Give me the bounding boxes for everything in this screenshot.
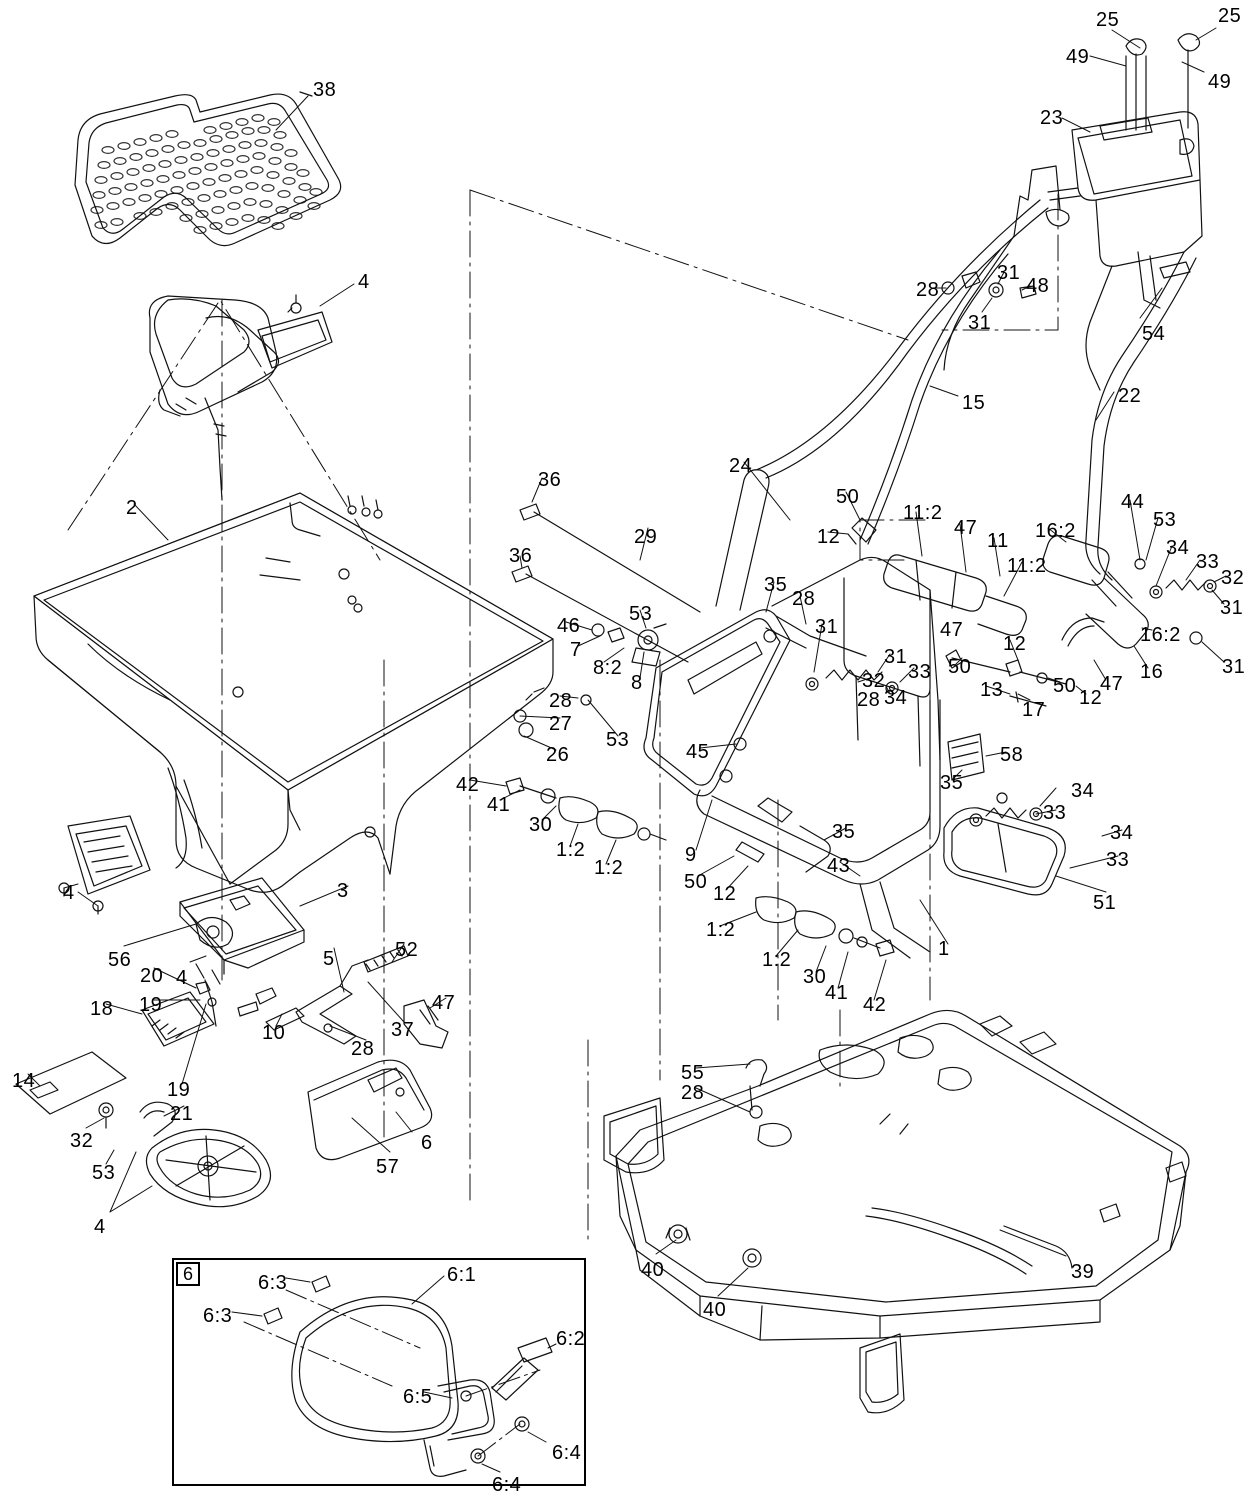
callout-31: 31: [968, 312, 992, 334]
callout-8-2: 8:2: [593, 657, 623, 679]
callout-31: 31: [1222, 656, 1246, 678]
callout-11-2: 11:2: [1007, 555, 1047, 577]
callout-45: 45: [686, 741, 710, 763]
callout-1-2: 1:2: [556, 839, 586, 861]
callout-4: 4: [94, 1216, 106, 1238]
callout-50: 50: [948, 656, 972, 678]
callout-50: 50: [684, 871, 708, 893]
callout-32: 32: [1221, 567, 1245, 589]
callout-6-5: 6:5: [403, 1386, 433, 1408]
callout-34: 34: [884, 687, 908, 709]
callout-1: 1: [938, 938, 950, 960]
callout-13: 13: [980, 679, 1004, 701]
callout-43: 43: [827, 855, 851, 877]
callout-6: 6: [421, 1132, 433, 1154]
callout-28: 28: [681, 1082, 705, 1104]
part-main-frame: [697, 557, 984, 958]
callout-53: 53: [606, 729, 630, 751]
callout-12: 12: [1079, 687, 1103, 709]
callout-42: 42: [863, 994, 887, 1016]
callout-35: 35: [832, 821, 856, 843]
callout-6-1: 6:1: [447, 1264, 477, 1286]
callout-47: 47: [954, 517, 978, 539]
callout-6-2: 6:2: [556, 1328, 586, 1350]
callout-57: 57: [376, 1156, 400, 1178]
callout-23: 23: [1040, 107, 1064, 129]
inset-label-text: 6: [182, 1263, 193, 1284]
callout-16-2: 16:2: [1140, 624, 1181, 646]
callout-8: 8: [631, 672, 643, 694]
callout-49: 49: [1066, 46, 1090, 68]
part-push-rods: [512, 504, 700, 737]
callout-16: 16: [1140, 661, 1164, 683]
callout-44: 44: [1121, 491, 1145, 513]
callout-50: 50: [836, 486, 860, 508]
callout-46: 46: [557, 615, 581, 637]
callout-31: 31: [1220, 597, 1244, 619]
callout-33: 33: [1043, 802, 1067, 824]
callout-53: 53: [629, 603, 653, 625]
part-motor-assembly: [149, 295, 332, 500]
callout-29: 29: [634, 526, 658, 548]
callout-39: 39: [1071, 1261, 1095, 1283]
callout-51: 51: [1093, 892, 1117, 914]
callout-2: 2: [126, 497, 138, 519]
callout-1-2: 1:2: [706, 919, 736, 941]
callout-53: 53: [1153, 509, 1177, 531]
callout-35: 35: [764, 574, 788, 596]
callout-56: 56: [108, 949, 132, 971]
callout-32: 32: [862, 670, 886, 692]
callout-48: 48: [1026, 275, 1050, 297]
callout-54: 54: [1142, 323, 1166, 345]
callout-7: 7: [570, 639, 582, 661]
callout-33: 33: [908, 661, 932, 683]
inset-label: [176, 1262, 200, 1286]
callout-37: 37: [391, 1019, 415, 1041]
callout-35: 35: [940, 772, 964, 794]
callout-30: 30: [803, 966, 827, 988]
callout-22: 22: [1118, 385, 1142, 407]
callout-12: 12: [713, 883, 737, 905]
callout-14: 14: [12, 1070, 36, 1092]
callout-31: 31: [815, 616, 839, 638]
callout-21: 21: [170, 1103, 194, 1125]
callout-34: 34: [1110, 822, 1134, 844]
callout-28: 28: [792, 588, 816, 610]
callout-31: 31: [997, 262, 1021, 284]
callout-28: 28: [351, 1038, 375, 1060]
callout-47: 47: [432, 992, 456, 1014]
callout-32: 32: [70, 1130, 94, 1152]
callout-28: 28: [916, 279, 940, 301]
callout-20: 20: [140, 965, 164, 987]
callout-19: 19: [139, 994, 163, 1016]
callout-11-2: 11:2: [903, 502, 943, 524]
part-floor-mat: [75, 92, 341, 246]
callout-6-4: 6:4: [552, 1442, 582, 1464]
callout-40: 40: [703, 1299, 727, 1321]
callout-55: 55: [681, 1062, 705, 1084]
callout-18: 18: [90, 998, 114, 1020]
part-control-console: [1046, 34, 1202, 390]
callout-28: 28: [857, 689, 881, 711]
callout-6-4: 6:4: [492, 1474, 522, 1496]
callout-36: 36: [509, 545, 533, 567]
part-hopper: [34, 493, 553, 892]
callout-47: 47: [940, 619, 964, 641]
callout-3: 3: [337, 880, 349, 902]
callout-6-3: 6:3: [258, 1272, 288, 1294]
part-deflector: [308, 1060, 432, 1159]
part-bushings-group-b: [756, 897, 894, 956]
callout-41: 41: [487, 794, 511, 816]
part-linkage-assembly: [266, 946, 448, 1048]
callout-16-2: 16:2: [1035, 520, 1076, 542]
callout-30: 30: [529, 814, 553, 836]
callout-15: 15: [962, 392, 986, 414]
callout-6-3: 6:3: [203, 1305, 233, 1327]
callout-33: 33: [1106, 849, 1130, 871]
callout-34: 34: [1166, 537, 1190, 559]
callout-52: 52: [395, 939, 419, 961]
callout-19: 19: [167, 1079, 191, 1101]
callout-11: 11: [987, 530, 1009, 552]
callout-4: 4: [63, 882, 75, 904]
callout-26: 26: [546, 744, 570, 766]
callout-36: 36: [538, 469, 562, 491]
callout-25: 25: [1218, 5, 1242, 27]
callout-12: 12: [817, 526, 841, 548]
callout-25: 25: [1096, 9, 1120, 31]
callout-41: 41: [825, 982, 849, 1004]
callout-12: 12: [1003, 633, 1027, 655]
inset-frame: [172, 1258, 586, 1486]
callout-33: 33: [1196, 551, 1220, 573]
callout-58: 58: [1000, 744, 1024, 766]
callout-28: 28: [549, 690, 573, 712]
callout-49: 49: [1208, 71, 1232, 93]
callout-40: 40: [641, 1259, 665, 1281]
callout-10: 10: [262, 1022, 286, 1044]
callout-4: 4: [176, 967, 188, 989]
callout-38: 38: [313, 79, 337, 101]
part-impeller: [146, 1129, 270, 1206]
callout-1-2: 1:2: [762, 949, 792, 971]
callout-42: 42: [456, 774, 480, 796]
callout-34: 34: [1071, 780, 1095, 802]
callout-24: 24: [729, 455, 753, 477]
callout-1-2: 1:2: [594, 857, 624, 879]
callout-47: 47: [1100, 673, 1124, 695]
callout-9: 9: [685, 844, 697, 866]
callout-17: 17: [1022, 699, 1046, 721]
callout-4: 4: [358, 271, 370, 293]
callout-27: 27: [549, 713, 573, 735]
callout-50: 50: [1053, 675, 1077, 697]
callout-53: 53: [92, 1162, 116, 1184]
callout-31: 31: [884, 646, 908, 668]
callout-5: 5: [323, 948, 335, 970]
